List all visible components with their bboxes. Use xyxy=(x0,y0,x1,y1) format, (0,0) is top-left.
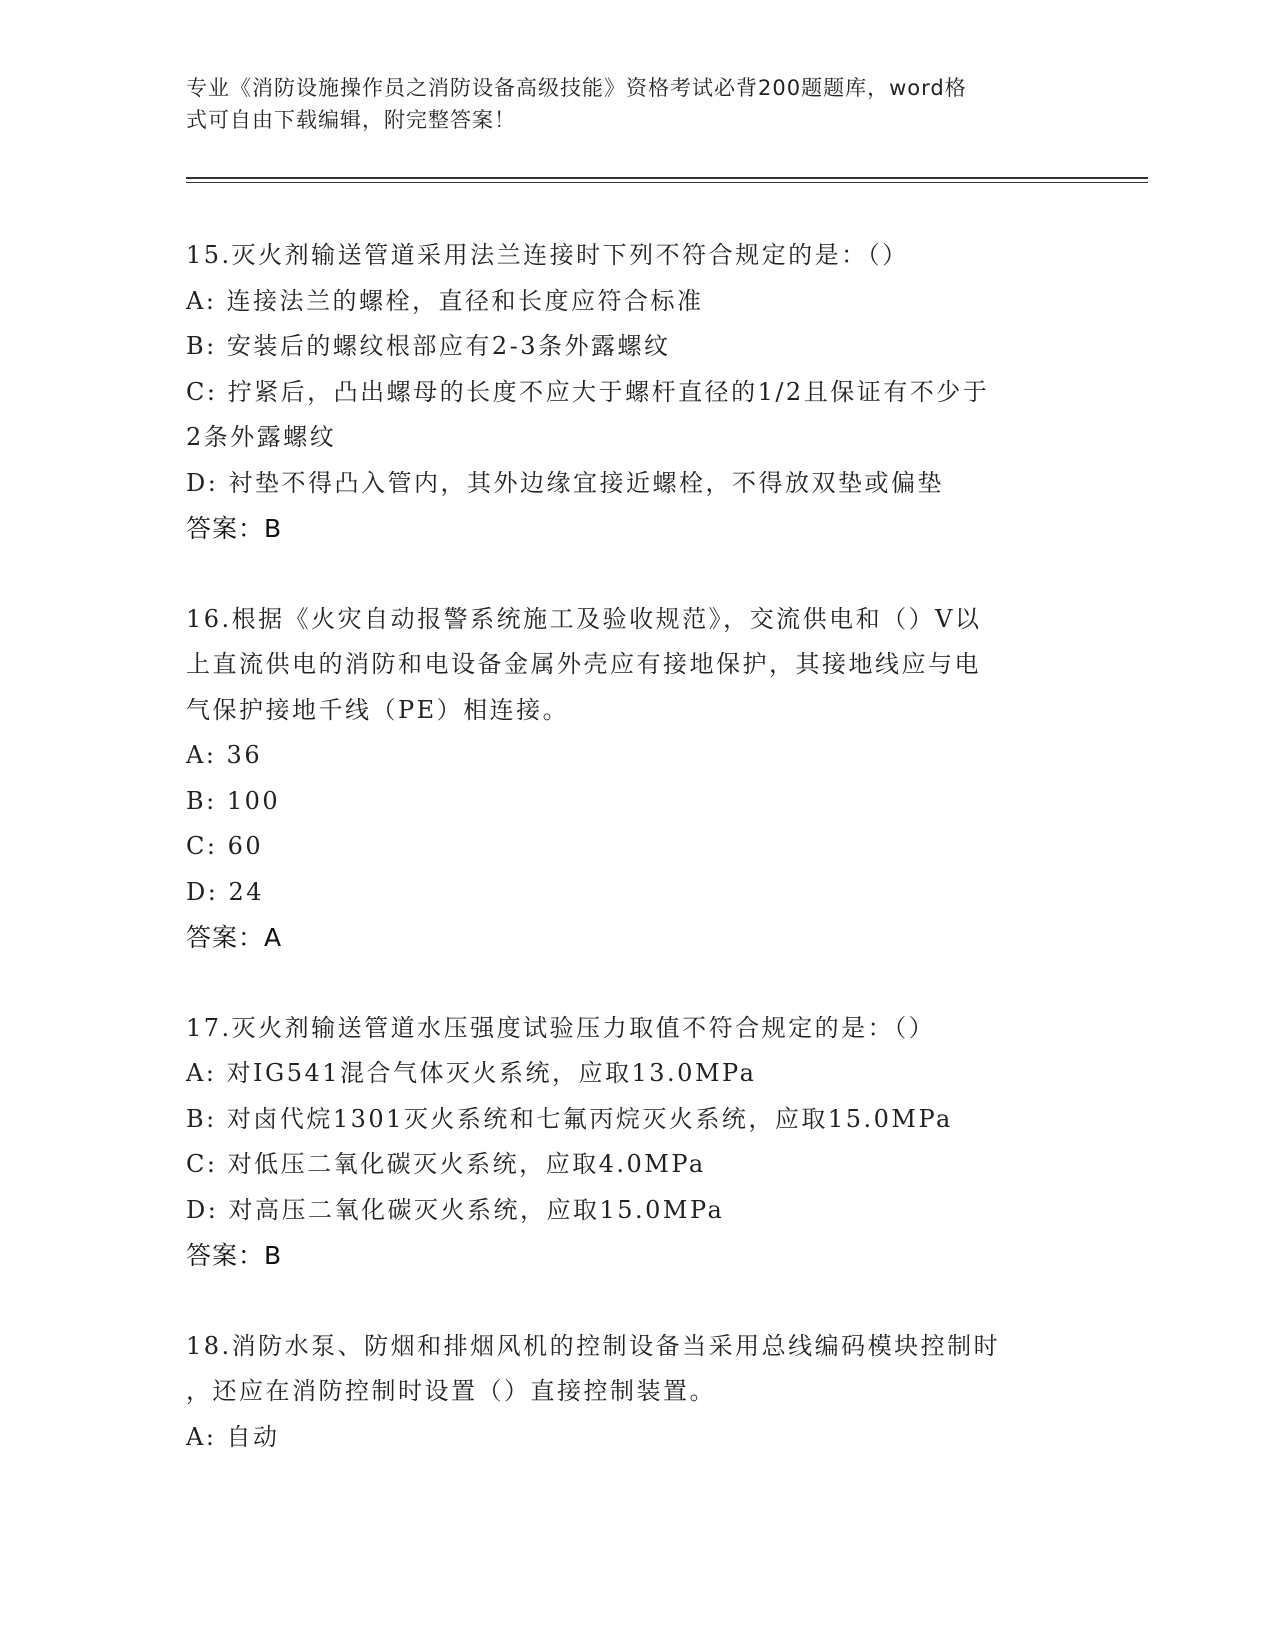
answer-line: 答案：B xyxy=(186,514,283,543)
option-line: 2条外露螺纹 xyxy=(186,423,337,451)
question-block xyxy=(186,597,1086,961)
question-stem-line: ，还应在消防控制时设置（）直接控制装置。 xyxy=(186,1377,716,1405)
question-stem-line: 17.灭火剂输送管道水压强度试验压力取值不符合规定的是：（） xyxy=(186,1013,936,1042)
question-stem-line: 气保护接地千线（PE）相连接。 xyxy=(186,695,570,724)
question-block xyxy=(186,1324,1086,1461)
question-block xyxy=(186,233,1086,552)
document-header xyxy=(186,72,1066,136)
option-line: D: 对高压二氧化碳灭火系统，应取15.0MPa xyxy=(186,1195,725,1224)
option-line: C: 60 xyxy=(186,832,264,860)
option-line: A: 自动 xyxy=(186,1422,280,1451)
option-line: A: 连接法兰的螺栓，直径和长度应符合标准 xyxy=(186,286,704,315)
option-line: B: 100 xyxy=(186,786,281,815)
header-line-2: 式可自由下载编辑，附完整答案！ xyxy=(186,108,516,132)
answer-line: 答案：B xyxy=(186,1241,283,1270)
question-block xyxy=(186,1006,1086,1279)
header-divider-thick xyxy=(186,177,1148,179)
option-line: D: 衬垫不得凸入管内，其外边缘宜接近螺栓，不得放双垫或偏垫 xyxy=(186,468,944,497)
header-divider-thin xyxy=(186,182,1148,183)
option-line: A: 对IG541混合气体灭火系统，应取13.0MPa xyxy=(186,1059,757,1087)
header-line-1: 专业《消防设施操作员之消防设备高级技能》资格考试必背200题题库，word格 xyxy=(186,76,967,100)
option-line: D: 24 xyxy=(186,877,264,906)
question-stem-line: 上直流供电的消防和电设备金属外壳应有接地保护，其接地线应与电 xyxy=(186,650,981,678)
answer-line: 答案：A xyxy=(186,923,283,952)
option-line: A: 36 xyxy=(186,741,263,769)
question-stem-line: 15.灭火剂输送管道采用法兰连接时下列不符合规定的是：（） xyxy=(186,241,909,269)
option-line: C: 对低压二氧化碳灭火系统，应取4.0MPa xyxy=(186,1150,706,1178)
question-stem-line: 16.根据《火灾自动报警系统施工及验收规范》，交流供电和（）V以 xyxy=(186,604,982,633)
question-list xyxy=(186,233,1086,1505)
option-line: B: 安装后的螺纹根部应有2-3条外露螺纹 xyxy=(186,332,671,360)
option-line: B: 对卤代烷1301灭火系统和七氟丙烷灭火系统，应取15.0MPa xyxy=(186,1104,953,1133)
option-line: C: 拧紧后，凸出螺母的长度不应大于螺杆直径的1/2且保证有不少于 xyxy=(186,377,990,406)
question-stem-line: 18.消防水泵、防烟和排烟风机的控制设备当采用总线编码模块控制时 xyxy=(186,1331,1001,1360)
